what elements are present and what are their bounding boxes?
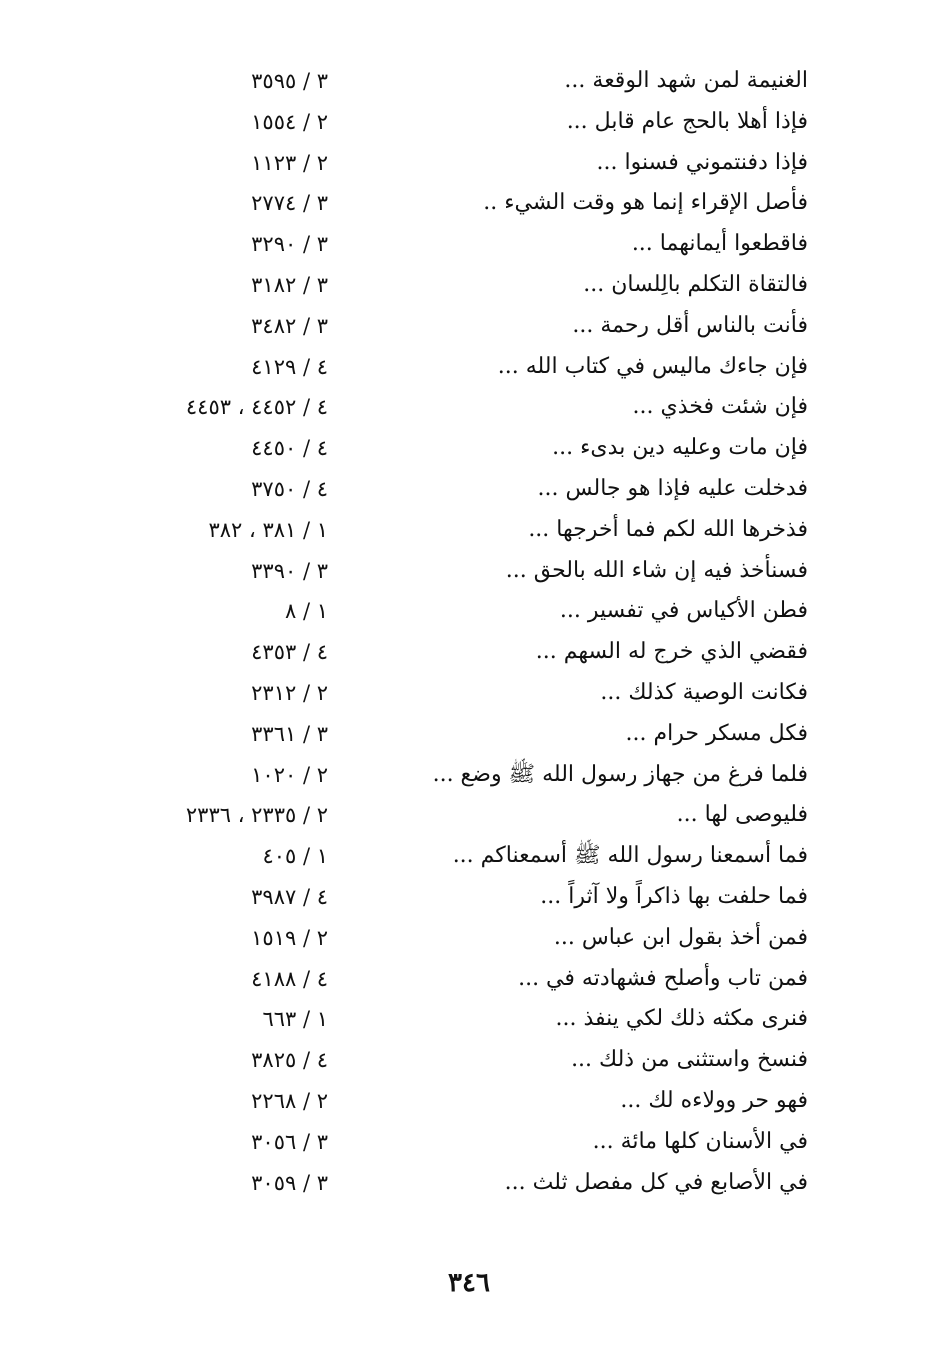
index-entry bbox=[0, 756, 938, 797]
entry-text: فأنت بالناس أقل رحمة ... bbox=[572, 312, 808, 338]
entry-reference: ٣ / ٣٠٥٩ bbox=[251, 1170, 328, 1195]
index-entry bbox=[0, 144, 938, 185]
entry-reference: ٤ / ٤١٢٩ bbox=[251, 354, 328, 379]
entry-text: الغنيمة لمن شهد الوقعة ... bbox=[564, 68, 808, 93]
index-entry bbox=[0, 511, 938, 552]
index-entry bbox=[0, 1164, 938, 1205]
entry-reference: ٤ / ٣٩٨٧ bbox=[251, 884, 328, 909]
entry-text: فمن أخذ بقول ابن عباس ... bbox=[553, 924, 808, 950]
entry-reference: ٣ / ٣٠٥٦ bbox=[251, 1129, 328, 1154]
entry-reference: ٢ / ٢٢٦٨ bbox=[251, 1088, 328, 1113]
entry-reference: ١ / ٤٠٥ bbox=[262, 844, 328, 869]
index-entry bbox=[0, 919, 938, 960]
index-entry bbox=[0, 103, 938, 144]
entry-reference: ٢ / ٢٣١٢ bbox=[251, 680, 328, 705]
index-entry bbox=[0, 1082, 938, 1123]
entry-text: فأصل الإقراء إنما هو وقت الشيء .. bbox=[483, 190, 808, 216]
entry-reference: ٤ / ٤١٨٨ bbox=[251, 966, 328, 991]
entry-text: فالتقاة التكلم بالِلسان ... bbox=[583, 271, 808, 297]
entry-text: فنسخ واستثنى من ذلك ... bbox=[571, 1047, 808, 1073]
entry-text: فإذا دفنتموني فسنوا ... bbox=[596, 149, 808, 175]
page-number: ٣٤٦ bbox=[448, 1268, 490, 1298]
entry-text: فذخرها الله لكم فما أخرجها ... bbox=[528, 516, 808, 542]
entry-text: فقضي الذي خرج له السهم ... bbox=[535, 639, 808, 665]
index-entry bbox=[0, 225, 938, 266]
entry-text: فإن شئت فخذي ... bbox=[632, 394, 808, 420]
entry-reference: ٣ / ٢٧٧٤ bbox=[251, 191, 328, 216]
entry-reference: ٤ / ٤٣٥٣ bbox=[251, 640, 328, 665]
index-entry bbox=[0, 348, 938, 389]
entry-text: فكانت الوصية كذلك ... bbox=[600, 679, 808, 705]
entry-reference: ٤ / ٣٧٥٠ bbox=[251, 476, 328, 501]
entry-text: فإن جاءك ماليس في كتاب الله ... bbox=[497, 353, 808, 379]
index-entry bbox=[0, 715, 938, 756]
entry-text: فمن تاب وأصلح فشهادته في ... bbox=[518, 965, 808, 991]
entry-text: في الأسنان كلها مائة ... bbox=[592, 1128, 808, 1154]
entry-reference: ٣ / ٣٣٩٠ bbox=[251, 558, 328, 583]
index-entry bbox=[0, 796, 938, 837]
index-entries bbox=[0, 62, 938, 1204]
entry-reference: ٤ / ٤٤٥٠ bbox=[251, 436, 328, 461]
entry-reference: ٤ / ٤٤٥٢ ، ٤٤٥٣ bbox=[185, 395, 328, 420]
entry-text: فهو حر وولاءه لك ... bbox=[620, 1087, 808, 1113]
entry-reference: ٣ / ٣٤٨٢ bbox=[251, 313, 328, 338]
entry-reference: ٣ / ٣٣٦١ bbox=[251, 721, 328, 746]
entry-text: فنرى مكثه ذلك لكي ينفذ ... bbox=[555, 1006, 808, 1032]
index-entry bbox=[0, 552, 938, 593]
index-entry bbox=[0, 633, 938, 674]
index-entry bbox=[0, 592, 938, 633]
index-entry bbox=[0, 674, 938, 715]
index-entry bbox=[0, 429, 938, 470]
index-entry bbox=[0, 1123, 938, 1164]
entry-text: فطن الأكياس في تفسير ... bbox=[559, 598, 808, 624]
entry-reference: ١ / ٣٨١ ، ٣٨٢ bbox=[208, 517, 328, 542]
entry-text: فما أسمعنا رسول الله ﷺ أسمعناكم ... bbox=[452, 843, 808, 869]
entry-text: فإن مات وعليه دين بدىء ... bbox=[552, 435, 808, 461]
entry-text: فما حلفت بها ذاكراً ولا آثراً ... bbox=[540, 883, 808, 909]
index-entry bbox=[0, 960, 938, 1001]
index-entry bbox=[0, 184, 938, 225]
entry-reference: ٣ / ٣١٨٢ bbox=[251, 272, 328, 297]
index-entry bbox=[0, 1041, 938, 1082]
entry-reference: ٣ / ٣٥٩٥ bbox=[251, 69, 328, 93]
entry-reference: ٢ / ٢٣٣٥ ، ٢٣٣٦ bbox=[185, 803, 328, 828]
entry-reference: ١ / ٦٦٣ bbox=[262, 1007, 328, 1032]
index-entry bbox=[0, 470, 938, 511]
entry-text: فإذا أهلا بالحج عام قابل ... bbox=[566, 108, 808, 134]
entry-text: فسنأخذ فيه إن شاء الله بالحق ... bbox=[505, 557, 808, 583]
entry-reference: ٢ / ١١٢٣ bbox=[251, 150, 328, 175]
index-entry bbox=[0, 62, 938, 103]
entry-text: فلما فرغ من جهاز رسول الله ﷺ وضع ... bbox=[432, 761, 808, 787]
index-entry bbox=[0, 878, 938, 919]
entry-reference: ٢ / ١٠٢٠ bbox=[251, 762, 328, 787]
index-entry bbox=[0, 388, 938, 429]
entry-reference: ٢ / ١٥٥٤ bbox=[251, 109, 328, 134]
entry-text: فدخلت عليه فإذا هو جالس ... bbox=[537, 475, 808, 501]
index-entry bbox=[0, 307, 938, 348]
index-entry bbox=[0, 266, 938, 307]
entry-reference: ٣ / ٣٢٩٠ bbox=[251, 232, 328, 257]
entry-reference: ٢ / ١٥١٩ bbox=[251, 925, 328, 950]
entry-text: فكل مسكر حرام ... bbox=[625, 720, 808, 746]
index-entry bbox=[0, 837, 938, 878]
entry-text: في الأصابع في كل مفصل ثلث ... bbox=[504, 1169, 808, 1195]
entry-reference: ٤ / ٣٨٢٥ bbox=[251, 1048, 328, 1073]
index-entry bbox=[0, 1000, 938, 1041]
entry-reference: ١ / ٨ bbox=[285, 599, 328, 624]
entry-text: فليوصى لها ... bbox=[676, 802, 808, 828]
entry-text: فاقطعوا أيمانهما ... bbox=[631, 231, 808, 257]
